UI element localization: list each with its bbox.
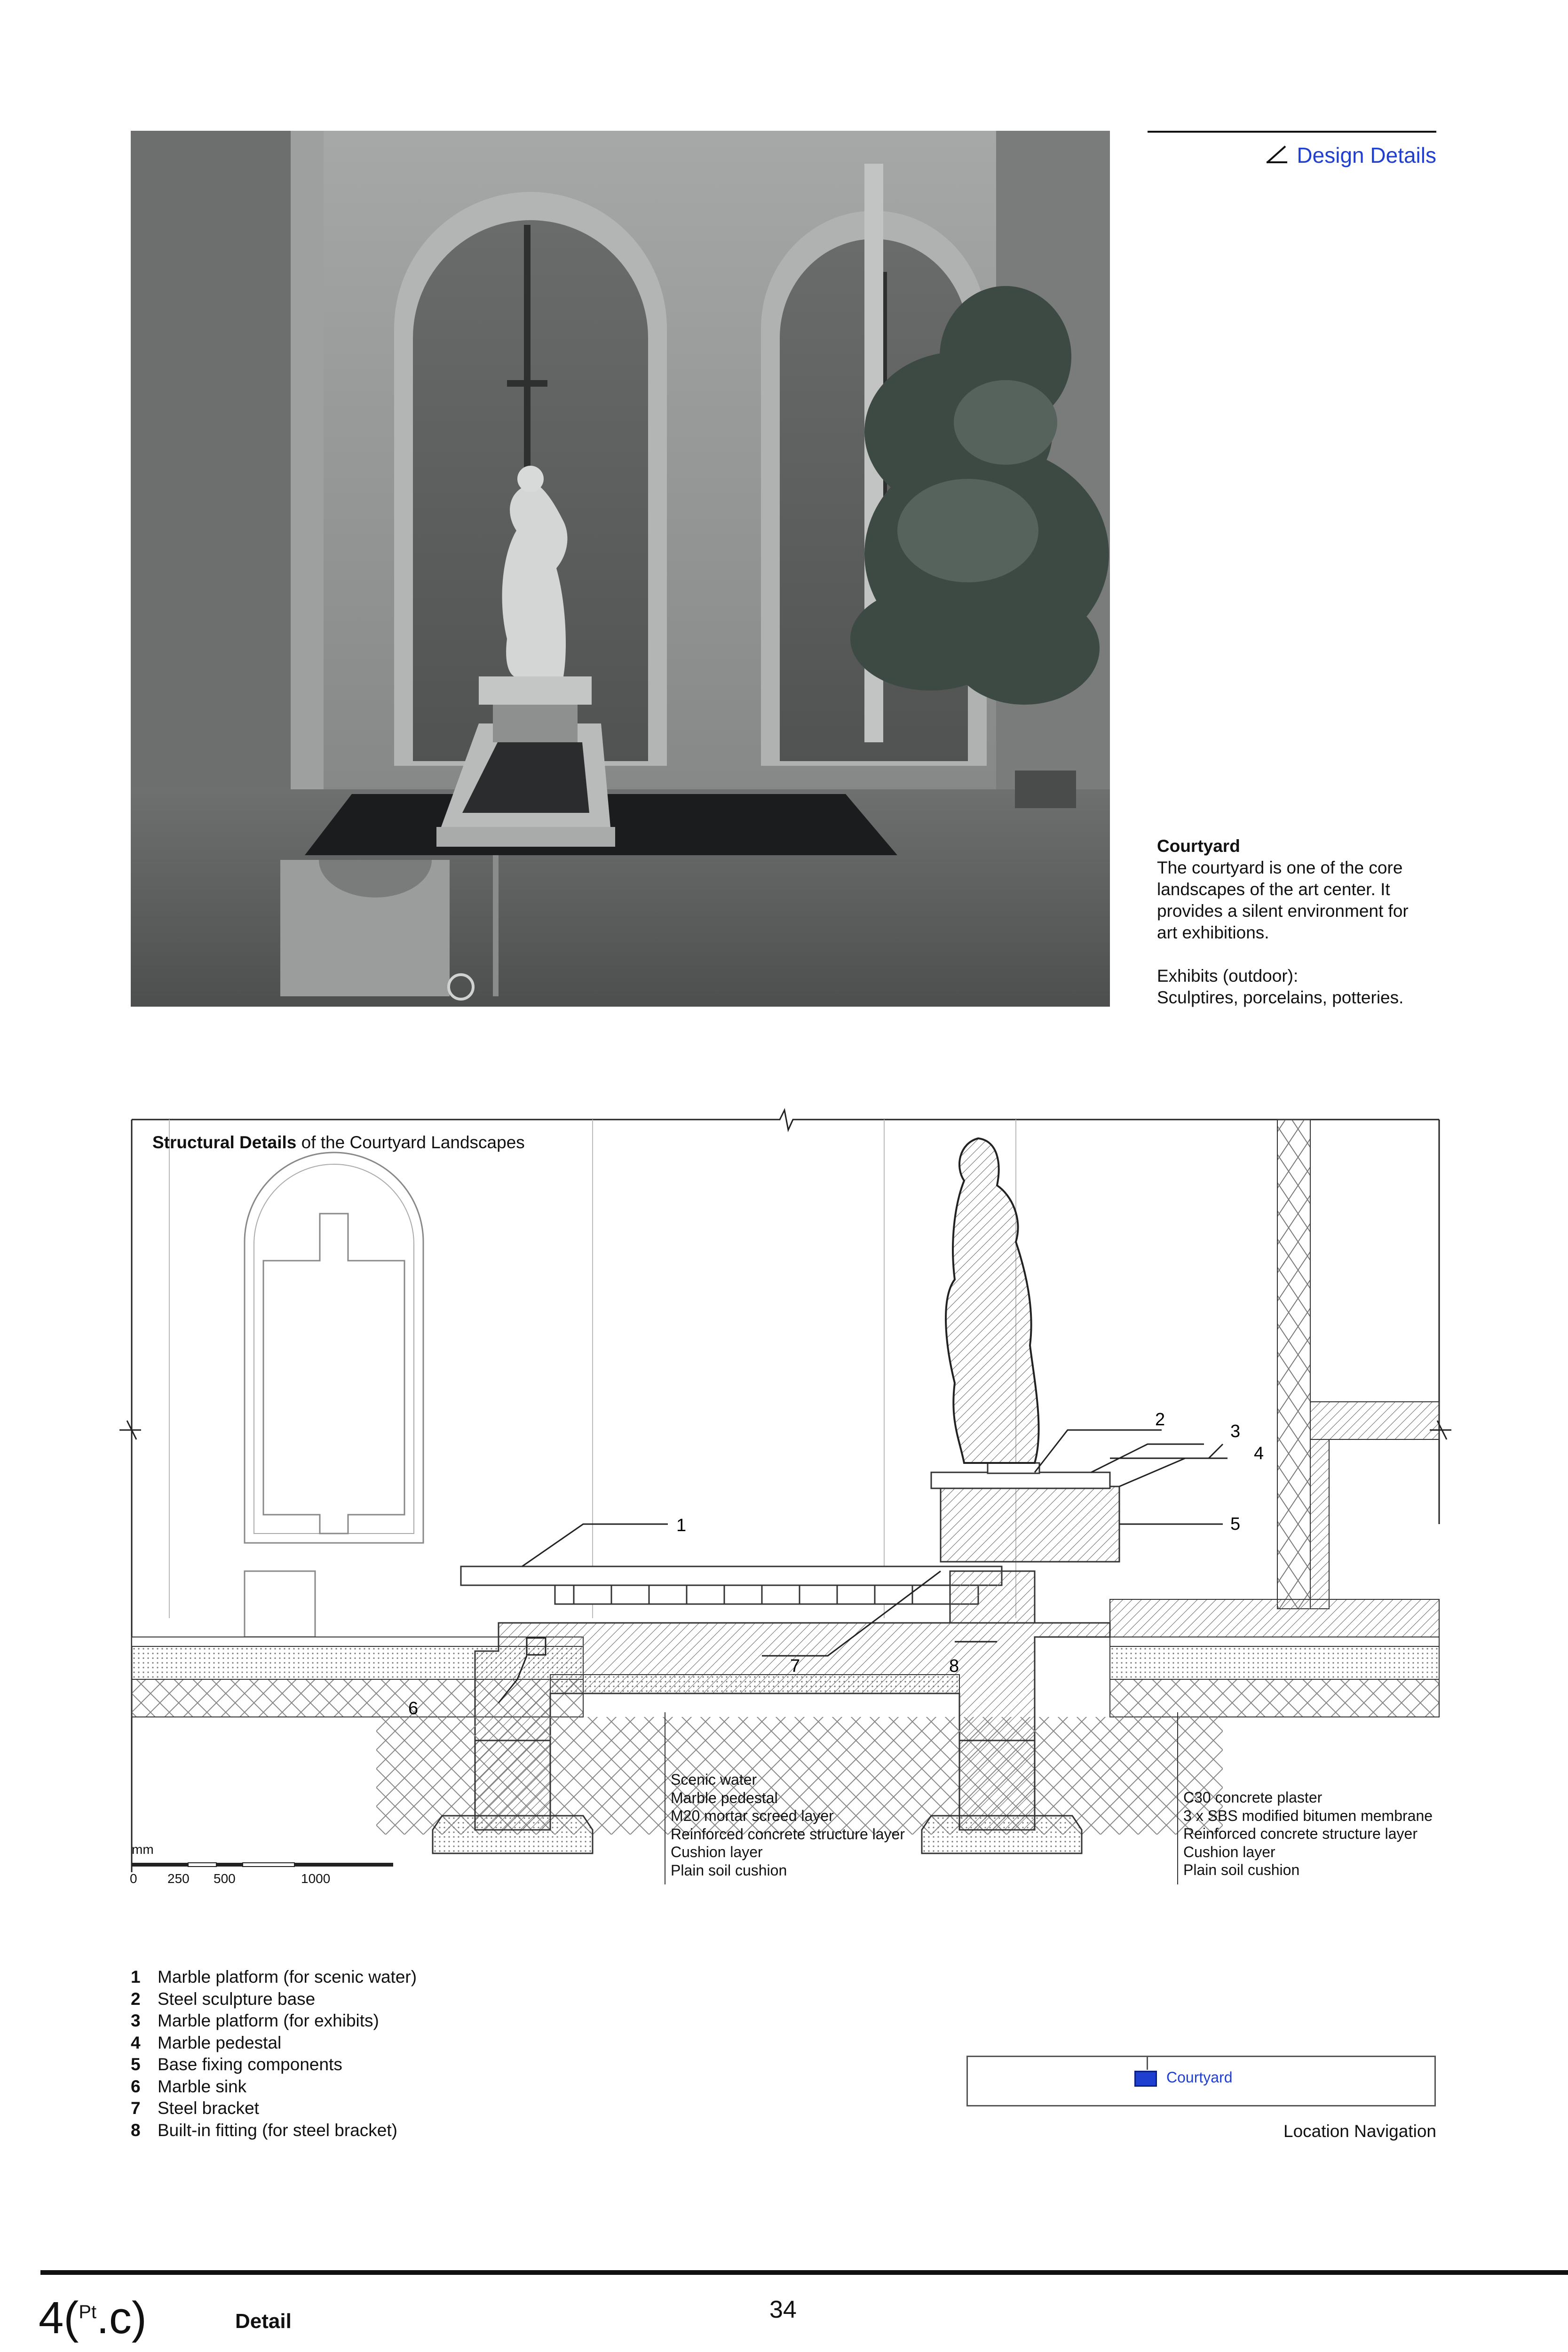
callout-5: 5 [1230, 1514, 1241, 1534]
scale-tick: 500 [214, 1871, 236, 1886]
legend-num: 3 [131, 2011, 141, 2030]
drawing-title [152, 1133, 525, 1152]
legend-item [131, 2010, 648, 2032]
legend-num: 6 [131, 2076, 141, 2096]
scale-tick: 0 [130, 1871, 137, 1886]
callout-6: 6 [408, 1699, 419, 1718]
legend-label: Built-in fitting (for steel bracket) [158, 2120, 397, 2140]
layer-item: C30 concrete plaster [1183, 1789, 1323, 1806]
layer-item: Plain soil cushion [1183, 1861, 1300, 1878]
legend-label: Marble sink [158, 2076, 247, 2096]
legend-label: Steel sculpture base [158, 1989, 316, 2009]
courtyard-render-image [131, 131, 1110, 1007]
layer-item: Reinforced concrete structure layer [1183, 1825, 1418, 1842]
callout-3: 3 [1230, 1422, 1241, 1441]
legend-item [131, 2098, 648, 2120]
nav-caption: Location Navigation [1283, 2122, 1436, 2141]
layer-item: Marble pedestal [671, 1789, 778, 1806]
scale-unit: mm [132, 1842, 154, 1857]
page-number: 34 [769, 2296, 797, 2323]
legend-item [131, 2054, 648, 2076]
courtyard-description [1157, 835, 1439, 1009]
drawing-title-bold: Structural Details [152, 1133, 297, 1152]
drawing-title-rest: of the Courtyard Landscapes [296, 1133, 525, 1152]
nav-divider [1147, 2056, 1148, 2070]
layer-item: 3 x SBS modified bitumen membrane [1183, 1807, 1433, 1824]
description-line: The courtyard is one of the core [1157, 858, 1403, 877]
layer-item: Cushion layer [1183, 1843, 1275, 1860]
legend-num: 4 [131, 2033, 141, 2052]
legend-label: Marble platform (for scenic water) [158, 1967, 417, 1986]
description-line: provides a silent environment for [1157, 901, 1409, 921]
legend-num: 2 [131, 1989, 141, 2009]
legend-label: Steel bracket [158, 2098, 259, 2118]
legend-item [131, 1966, 648, 1988]
scale-tick: 250 [167, 1871, 190, 1886]
callout-8: 8 [949, 1656, 959, 1676]
legend-item [131, 2032, 648, 2054]
layer-item: Scenic water [671, 1771, 757, 1788]
legend-num: 1 [131, 1967, 141, 1986]
sheet-code-sup: Pt [79, 2302, 97, 2322]
footer-rule [40, 2270, 1568, 2275]
layer-list-right [1183, 1788, 1433, 1879]
courtyard-title: Courtyard [1157, 836, 1240, 856]
legend-label: Marble platform (for exhibits) [158, 2011, 379, 2030]
legend-label: Base fixing components [158, 2055, 342, 2074]
legend-label: Marble pedestal [158, 2033, 282, 2052]
sheet-code-main: 4( [39, 2293, 79, 2343]
structural-section-drawing [113, 1101, 1458, 1900]
sheet-code [39, 2286, 147, 2344]
header [1251, 141, 1436, 169]
callout-4: 4 [1254, 1444, 1264, 1463]
legend-item [131, 1988, 648, 2010]
callout-7: 7 [790, 1656, 800, 1676]
layer-list-center [671, 1771, 905, 1879]
callout-2: 2 [1155, 1410, 1165, 1430]
exhibits-value: Sculptires, porcelains, potteries. [1157, 988, 1404, 1007]
section-name: Detail [235, 2310, 292, 2333]
legend-num: 5 [131, 2055, 141, 2074]
layer-item: M20 mortar screed layer [671, 1807, 834, 1824]
pencil-slash-icon [1266, 144, 1289, 167]
scale-tick: 1000 [301, 1871, 331, 1886]
nav-marker-label: Courtyard [1166, 2069, 1233, 2086]
spacer [1157, 944, 1439, 965]
exhibits-label: Exhibits (outdoor): [1157, 966, 1299, 985]
header-rule [1148, 131, 1436, 133]
sheet-code-tail: .c) [96, 2293, 147, 2343]
callout-1: 1 [676, 1516, 687, 1535]
legend-num: 7 [131, 2098, 141, 2118]
layer-item: Plain soil cushion [671, 1861, 787, 1879]
description-line: art exhibitions. [1157, 923, 1269, 942]
description-line: landscapes of the art center. It [1157, 880, 1390, 899]
component-legend [131, 1966, 648, 2141]
layer-item: Cushion layer [671, 1843, 763, 1860]
legend-item [131, 2120, 648, 2142]
legend-num: 8 [131, 2120, 141, 2140]
courtyard-location-marker [1134, 2071, 1157, 2087]
section-title: Design Details [1297, 143, 1436, 167]
legend-item [131, 2076, 648, 2098]
layer-item: Reinforced concrete structure layer [671, 1825, 905, 1843]
